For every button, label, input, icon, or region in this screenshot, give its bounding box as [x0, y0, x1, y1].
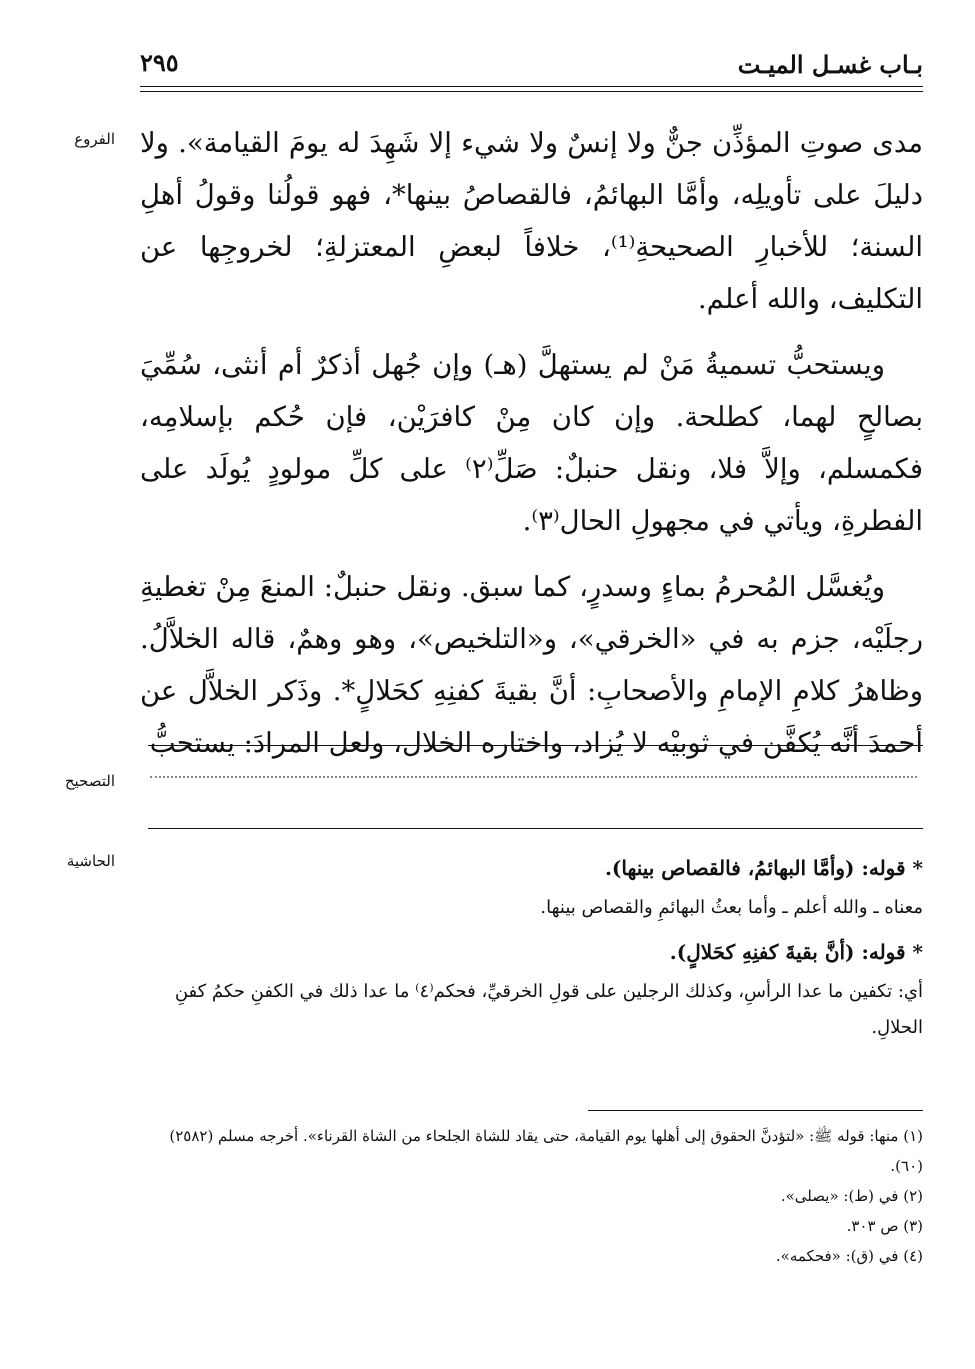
header-rule	[140, 86, 923, 87]
header-rule-double	[140, 91, 923, 92]
footnote-rule	[588, 1110, 923, 1111]
footnote: (٤) في (ق): «فحكمه».	[775, 1247, 923, 1265]
hashiya-explanation: معناه ـ والله أعلم ـ وأما بعثُ البهائمِ والقصاص بينها.	[540, 897, 923, 918]
hashiya-quote: * قوله: (أنَّ بقيةَ كفنِهِ كحَلالٍ).	[669, 940, 923, 964]
section-divider	[148, 745, 923, 746]
hashiya-quote: * قوله: (وأمَّا البهائمُ، فالقصاص بينها).	[604, 856, 923, 880]
section-label-tashih: التصحيح	[64, 772, 115, 790]
section-label-furu: الفروع	[74, 130, 115, 148]
hashiya-section	[148, 850, 923, 1054]
main-paragraph: ويُغسَّل المُحرمُ بماءٍ وسدرٍ، كما سبق. ونقل حنبلٌ: المنعَ مِنْ تغطيةِ رجلَيْه، جزم به في «الخرقي»، و«التلخيص»، وهو وهمٌ، قاله الخلاَّلُ. وظاهرُ كلامِ الإمامِ والأصحابِ: أنَّ بقيةَ كفنِهِ كحَلالٍ*. وذَكر الخلاَّل عن أحمدَ أنَّه يُكفَّن في ثوبيْه لا يُزاد، واختاره الخلال، ولعل المرادَ: يستحبُّ	[140, 571, 923, 759]
footnotes	[150, 1121, 923, 1271]
footnote: (٣) ص ٣٠٣.	[846, 1217, 923, 1235]
tashih-dotted-line	[150, 776, 917, 778]
footnote: (١) منها: قوله ﷺ: «لتؤدنَّ الحقوق إلى أهلها يوم القيامة، حتى يقاد للشاة الجلحاء من الشاة القرناء». أخرجه مسلم (٢٥٨٢)(٦٠).	[169, 1127, 923, 1175]
main-paragraph: ويستحبُّ تسميةُ مَنْ لم يستهلَّ (هـ) وإن جُهل أذكرٌ أم أنثى، سُمِّيَ بصالحٍ لهما، كطلحة. وإن كان مِنْ كافرَيْن، فإن حُكم بإسلامِه، فكمسلم، وإلاَّ فلا، ونقل حنبلٌ: صَلِّ⁽٢⁾ على كلِّ مولودٍ يُولَد على الفطرةِ، ويأتي في مجهولِ الحال⁽٣⁾.	[140, 349, 923, 537]
section-divider	[148, 828, 923, 829]
section-label-hashiya: الحاشية	[66, 852, 115, 870]
footnote: (٢) في (ط): «يصلى».	[780, 1187, 923, 1205]
page-number: ٢٩٥	[140, 48, 179, 77]
running-header-title: بـاب غسـل الميـت	[737, 50, 923, 79]
main-paragraph: مدى صوتِ المؤذِّن جنٌّ ولا إنسٌ ولا شيء إلا شَهِدَ له يومَ القيامة». ولا دليلَ على تأويلِه، وأمَّا البهائمُ، فالقصاصُ بينها*، فهو قولُنا وقولُ أهلِ السنة؛ للأخبارِ الصحيحةِ⁽¹⁾، خلافاً لبعضِ المعتزلةِ؛ لخروجِها عن التكليف، والله أعلم.	[140, 127, 924, 315]
main-text-body	[140, 117, 923, 783]
hashiya-explanation: أي: تكفين ما عدا الرأسِ، وكذلك الرجلين على قولِ الخرقيِّ، فحكم⁽٤⁾ ما عدا ذلك في الكفنِ حكمُ كفنِ الحلالِ.	[174, 981, 923, 1038]
